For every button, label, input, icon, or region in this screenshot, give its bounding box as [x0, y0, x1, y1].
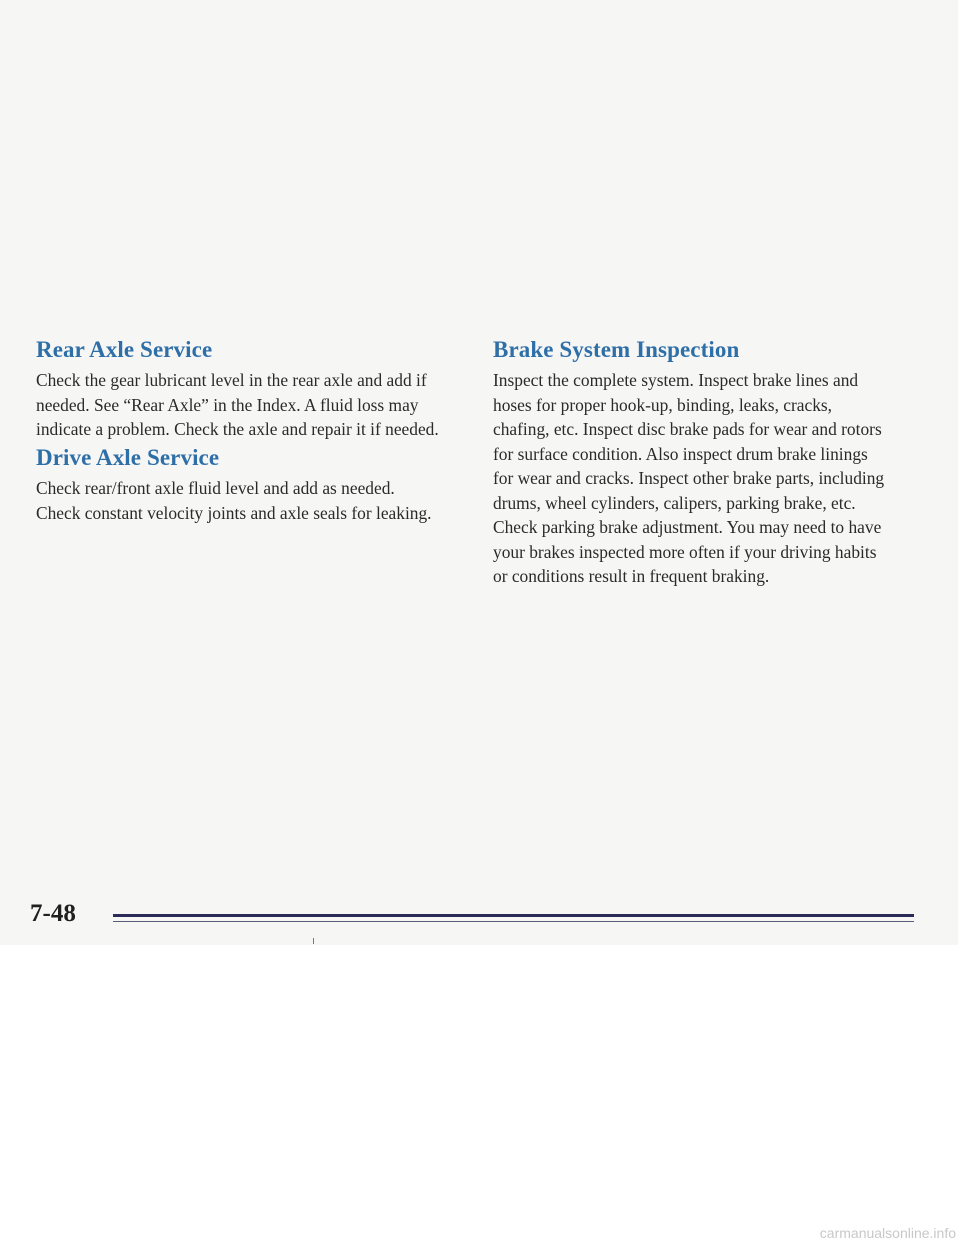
- watermark: carmanualsonline.info: [819, 1225, 956, 1241]
- text-line: for wear and cracks. Inspect other brake parts, including: [493, 468, 885, 488]
- drive-axle-service-heading: Drive Axle Service: [36, 445, 220, 470]
- text-line: Inspect the complete system. Inspect brake lines and: [493, 370, 859, 390]
- text-line: drums, wheel cylinders, calipers, parking brake, etc.: [493, 492, 856, 513]
- footer-rule-thin: [113, 921, 914, 922]
- brake-system-inspection-heading: Brake System Inspection: [493, 337, 740, 362]
- text-line: your brakes inspected more often if your driving habits: [493, 541, 877, 562]
- text-line: Check rear/front axle fluid level and add as needed.: [36, 478, 395, 498]
- text-line: hoses for proper hook-up, binding, leaks, cracks,: [493, 394, 833, 415]
- scan-mark: [313, 938, 314, 944]
- text-line: Check parking brake adjustment. You may need to have: [493, 517, 882, 537]
- rear-axle-service-heading: Rear Axle Service: [36, 337, 213, 362]
- footer-rule: [113, 914, 914, 917]
- text-line: or conditions result in frequent braking.: [493, 566, 770, 586]
- text-line: Check the gear lubricant level in the rear axle and add if: [36, 370, 427, 390]
- drive-axle-service-text: [36, 476, 466, 525]
- text-line: chafing, etc. Inspect disc brake pads for wear and rotors: [493, 419, 882, 439]
- rear-axle-service-text: [36, 368, 466, 442]
- text-line: for surface condition. Also inspect drum brake linings: [493, 443, 868, 464]
- brake-system-inspection-text: [493, 368, 923, 589]
- text-line: needed. See “Rear Axle” in the Index. A fluid loss may: [36, 394, 419, 415]
- page-number: 7-48: [30, 900, 76, 927]
- text-line: Check constant velocity joints and axle seals for leaking.: [36, 502, 432, 523]
- text-line: indicate a problem. Check the axle and repair it if needed.: [36, 419, 439, 439]
